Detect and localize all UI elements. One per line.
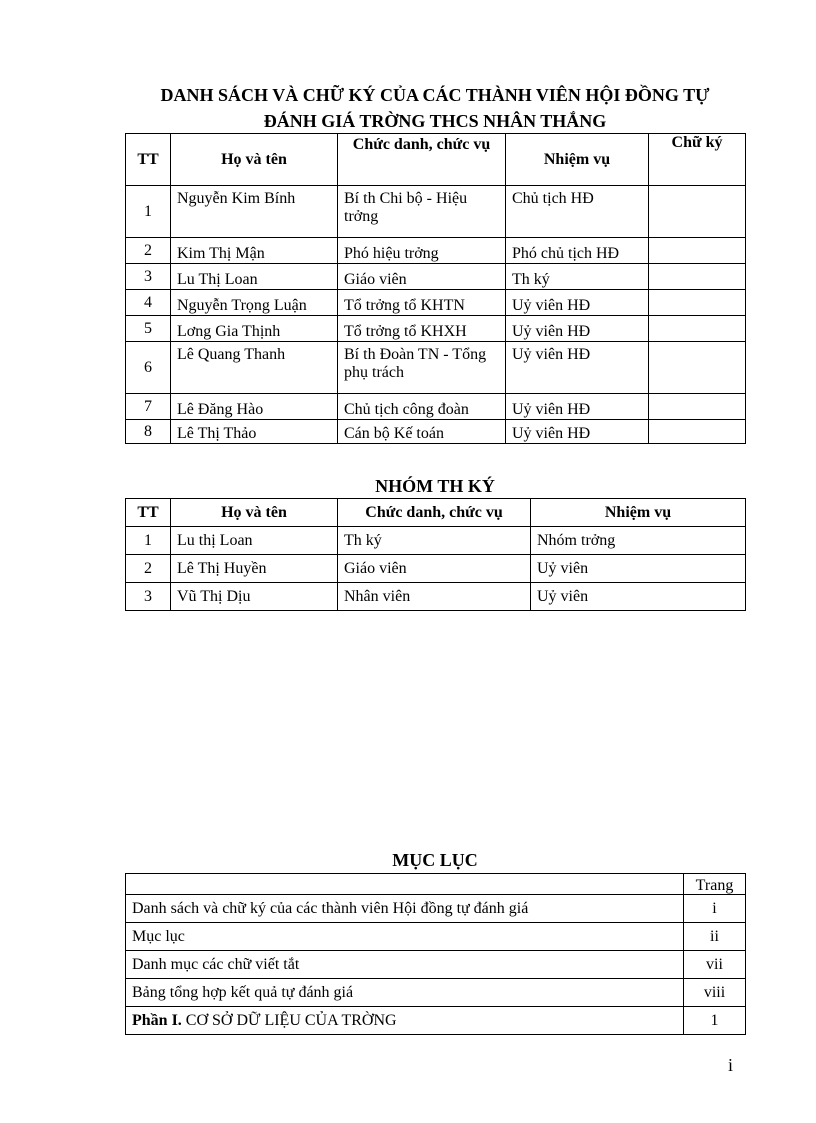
- group-table: [125, 498, 746, 611]
- member-duty: Uỷ viên HĐ: [506, 290, 649, 316]
- group-tt: 2: [126, 555, 171, 583]
- member-signature: [649, 290, 746, 316]
- member-position: Tổ trởng tổ KHTN: [338, 290, 506, 316]
- table-row: [126, 394, 746, 420]
- table-row: [126, 316, 746, 342]
- member-signature: [649, 342, 746, 394]
- toc-page: ii: [684, 923, 746, 951]
- table-row: [126, 951, 746, 979]
- group-tt: 3: [126, 583, 171, 611]
- toc-heading: MỤC LỤC: [392, 850, 478, 870]
- table-row: [126, 555, 746, 583]
- page-number: i: [728, 1055, 734, 1075]
- member-tt: 3: [126, 264, 171, 290]
- document-title-line2: ĐÁNH GIÁ TRỜNG THCS NHÂN THẮNG: [263, 111, 607, 131]
- member-tt: 8: [126, 420, 171, 444]
- group-header-position: Chức danh, chức vụ: [338, 499, 531, 527]
- member-name: Lê Đăng Hào: [171, 394, 338, 420]
- member-name: Lê Quang Thanh: [171, 342, 338, 394]
- table-row: [126, 420, 746, 444]
- toc-page-header: Trang: [684, 874, 746, 895]
- toc-table: [125, 873, 746, 1035]
- member-signature: [649, 394, 746, 420]
- members-header-name: Họ và tên: [171, 134, 338, 186]
- table-row: [126, 238, 746, 264]
- table-row: [126, 264, 746, 290]
- toc-entry-part1[interactable]: [126, 1007, 684, 1035]
- member-name: Lê Thị Thảo: [171, 420, 338, 444]
- members-header-position: Chức danh, chức vụ: [338, 134, 506, 186]
- toc-page: 1: [684, 1007, 746, 1035]
- group-header-name: Họ và tên: [171, 499, 338, 527]
- toc-page: viii: [684, 979, 746, 1007]
- table-row: [126, 979, 746, 1007]
- group-name: Lê Thị Huyền: [171, 555, 338, 583]
- toc-entry[interactable]: Danh sách và chữ ký của các thành viên Hội đồng tự đánh giá: [126, 895, 684, 923]
- member-duty: Uỷ viên HĐ: [506, 394, 649, 420]
- group-name: Vũ Thị Dịu: [171, 583, 338, 611]
- toc-part1-text: CƠ SỞ DỮ LIỆU CỦA TRỜNG: [185, 1011, 397, 1029]
- member-tt: 1: [126, 186, 171, 238]
- member-position: Giáo viên: [338, 264, 506, 290]
- member-name: Nguyễn Kim Bính: [171, 186, 338, 238]
- member-name: Nguyễn Trọng Luận: [171, 290, 338, 316]
- table-row: [126, 186, 746, 238]
- member-position: Bí th Chi bộ - Hiệu trởng: [338, 186, 506, 238]
- group-name: Lu thị Loan: [171, 527, 338, 555]
- members-table: [125, 133, 746, 444]
- member-duty: Uỷ viên HĐ: [506, 420, 649, 444]
- document-title-line1: DANH SÁCH VÀ CHỮ KÝ CỦA CÁC THÀNH VIÊN HỘI ĐỒNG TỰ: [160, 85, 710, 105]
- member-tt: 5: [126, 316, 171, 342]
- member-duty: Uỷ viên HĐ: [506, 316, 649, 342]
- member-position: Cán bộ Kế toán: [338, 420, 506, 444]
- toc-entry[interactable]: Mục lục: [126, 923, 684, 951]
- toc-page: i: [684, 895, 746, 923]
- member-position: Tổ trởng tổ KHXH: [338, 316, 506, 342]
- member-tt: 7: [126, 394, 171, 420]
- group-position: Nhân viên: [338, 583, 531, 611]
- toc-entry[interactable]: Danh mục các chữ viết tắt: [126, 951, 684, 979]
- member-position: Phó hiệu trởng: [338, 238, 506, 264]
- group-heading: NHÓM TH KÝ: [375, 476, 495, 496]
- group-position: Th ký: [338, 527, 531, 555]
- table-row: [126, 342, 746, 394]
- table-row: [126, 923, 746, 951]
- group-header-duty: Nhiệm vụ: [531, 499, 746, 527]
- toc-header-blank: [126, 874, 684, 895]
- toc-part1-label: Phần I.: [132, 1011, 182, 1029]
- table-row: [126, 527, 746, 555]
- group-duty: Uỷ viên: [531, 555, 746, 583]
- member-signature: [649, 186, 746, 238]
- member-signature: [649, 420, 746, 444]
- member-position: Bí th Đoàn TN - Tổng phụ trách: [338, 342, 506, 394]
- toc-page: vii: [684, 951, 746, 979]
- member-tt: 2: [126, 238, 171, 264]
- member-duty: Uỷ viên HĐ: [506, 342, 649, 394]
- group-duty: Uỷ viên: [531, 583, 746, 611]
- member-signature: [649, 316, 746, 342]
- members-header-duty: Nhiệm vụ: [506, 134, 649, 186]
- group-duty: Nhóm trởng: [531, 527, 746, 555]
- member-signature: [649, 238, 746, 264]
- group-tt: 1: [126, 527, 171, 555]
- members-header-tt: TT: [126, 134, 171, 186]
- table-row: [126, 895, 746, 923]
- group-position: Giáo viên: [338, 555, 531, 583]
- member-duty: Chủ tịch HĐ: [506, 186, 649, 238]
- member-name: Kim Thị Mận: [171, 238, 338, 264]
- member-name: Lơng Gia Thịnh: [171, 316, 338, 342]
- toc-entry[interactable]: Bảng tổng hợp kết quả tự đánh giá: [126, 979, 684, 1007]
- member-duty: Th ký: [506, 264, 649, 290]
- member-tt: 6: [126, 342, 171, 394]
- table-row: [126, 583, 746, 611]
- member-duty: Phó chủ tịch HĐ: [506, 238, 649, 264]
- members-header-signature: Chữ ký: [649, 134, 746, 186]
- table-row: [126, 1007, 746, 1035]
- table-row: [126, 290, 746, 316]
- member-name: Lu Thị Loan: [171, 264, 338, 290]
- group-header-tt: TT: [126, 499, 171, 527]
- member-tt: 4: [126, 290, 171, 316]
- member-position: Chủ tịch công đoàn: [338, 394, 506, 420]
- member-signature: [649, 264, 746, 290]
